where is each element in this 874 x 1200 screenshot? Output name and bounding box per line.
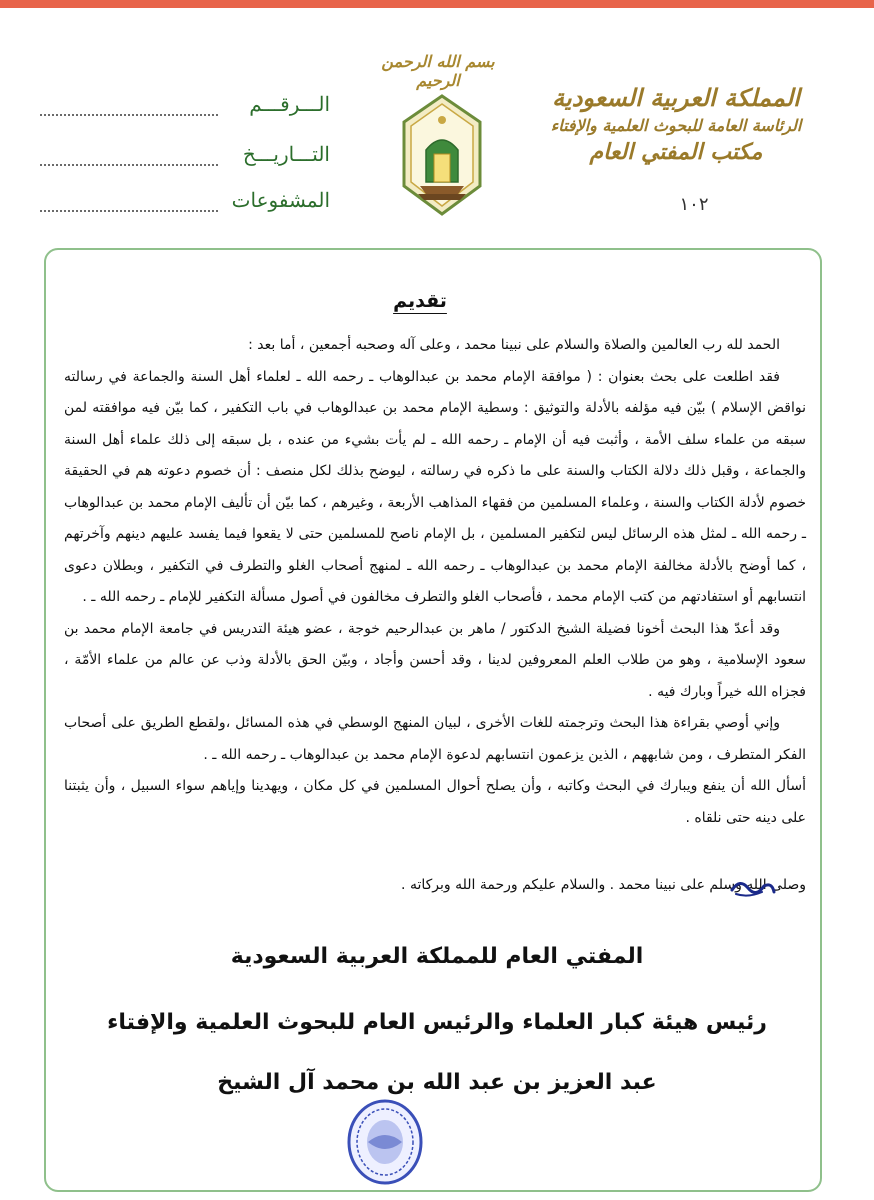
reference-number: ١٠٢ [679, 194, 709, 215]
closing-salutation [64, 874, 806, 896]
presidency-emblem-icon [400, 94, 484, 216]
body-paragraph: أسأل الله أن ينفع ويبارك في البحث وكاتبه ، وأن يصلح أحوال المسلمين في كل مكان ، ويهدينا وإياهم سواء السبيل ، وأن يثبتنا على دينه حتى نلقاه . [64, 778, 806, 826]
dotted-line [40, 114, 218, 116]
org-country-line: المملكة العربية السعودية [552, 83, 800, 112]
body-paragraph: فقد اطلعت على بحث بعنوان : ( موافقة الإمام محمد بن عبدالوهاب ـ رحمه الله ـ لعلماء أهل السنة والجماعة في رسالته نواقض الإسلام ) بيّن فيه مؤلفه بالأدلة والتوثيق : وسطية الإمام محمد بن عبدالوهاب في باب التكفير ، كما بيّن فيه موافقته لمن سبقه من علماء سلف الأمة ، وأثبت فيه أن الإمام ـ رحمه الله ـ لم يأت بشيء من عنده ، بل سبقه إلى ذلك علماء أهل السنة والجماعة ، وقبل ذلك دلالة الكتاب والسنة على ما ذكره في رسالته ، ليوضح بذلك لكل منصف : أن خصوم دعوته هم في الحقيقة خصوم لأدلة الكتاب والسنة ، وعلماء المسلمين من فقهاء المذاهب الأربعة ، وغيرهم ، كما بيّن أن تأليف الإمام محمد بن عبدالوهاب ـ رحمه الله ـ لمثل هذه الرسائل ليس لتكفير المسلمين ، بل الإمام ناصح للمسلمين حتى لا يقعوا فيما يفسد عليهم دينهم وآخرتهم ، كما أوضح بالأدلة مخالفة الإمام محمد بن عبدالوهاب ـ رحمه الله ـ لمنهج أصحاب الغلو والتطرف في التكفير ، وبطلان دعوى انتسابهم أو استفادتهم من كتب الإمام محمد ، فأصحاب الغلو والتطرف مخالفون في أصول مسألة التكفير للإمام ـ رحمه الله ـ . [64, 368, 806, 605]
dotted-line [40, 210, 218, 212]
signature-scribble-icon [728, 872, 778, 902]
document-body [64, 330, 806, 834]
official-seal-icon [346, 1098, 424, 1186]
ref-number-label: الـــرقـــم [249, 92, 330, 116]
document-title: تقديم [393, 290, 447, 312]
signatory-title-1: المفتي العام للمملكة العربية السعودية [230, 944, 644, 969]
org-presidency-line: الرئاسة العامة للبحوث العلمية والإفتاء [550, 116, 802, 135]
ref-date-field [40, 142, 330, 176]
signatory-title-2: رئيس هيئة كبار العلماء والرئيس العام للبحوث العلمية والإفتاء [107, 1010, 767, 1035]
bismillah-calligraphy: بسم الله الرحمن الرحيم [381, 52, 495, 90]
organization-letterhead [526, 82, 826, 166]
letterhead [0, 8, 874, 240]
org-office-line: مكتب المفتي العام [589, 139, 763, 165]
body-paragraph: وإني أوصي بقراءة هذا البحث وترجمته للغات الأخرى ، لبيان المنهج الوسطي في هذه المسائل ،ولقطع الطريق على أصحاب الفكر المتطرف ، ومن شابههم ، الذين يزعمون انتسابهم لدعوة الإمام محمد بن عبدالوهاب ـ رحمه الله ـ . [64, 715, 806, 763]
ref-number-field [40, 92, 330, 126]
opening-paragraph: الحمد لله رب العالمين والصلاة والسلام على نبينا محمد ، وعلى آله وصحبه أجمعين ، أما بعد : [248, 337, 780, 353]
ref-attachments-field [40, 188, 330, 222]
signatory-name: عبد العزيز بن عبد الله بن محمد آل الشيخ [217, 1070, 657, 1095]
ref-date-label: التـــاريـــخ [242, 142, 330, 166]
closing-text: وصلى الله وسلم على نبينا محمد . والسلام عليكم ورحمة الله وبركاته . [401, 877, 806, 893]
top-color-rule [0, 0, 874, 8]
dotted-line [40, 164, 218, 166]
ref-attachments-label: المشفوعات [231, 188, 330, 212]
body-paragraph: وقد أعدّ هذا البحث أخونا فضيلة الشيخ الدكتور / ماهر بن عبدالرحيم خوجة ، عضو هيئة التدريس في جامعة الإمام محمد بن سعود الإسلامية ، وهو من طلاب العلم المعروفين لدينا ، وقد أحسن وأجاد ، وبيّن الحق بالأدلة وذب عن عالم من علماء الأمّة ، فجزاه الله خيراً وبارك فيه . [64, 620, 806, 700]
